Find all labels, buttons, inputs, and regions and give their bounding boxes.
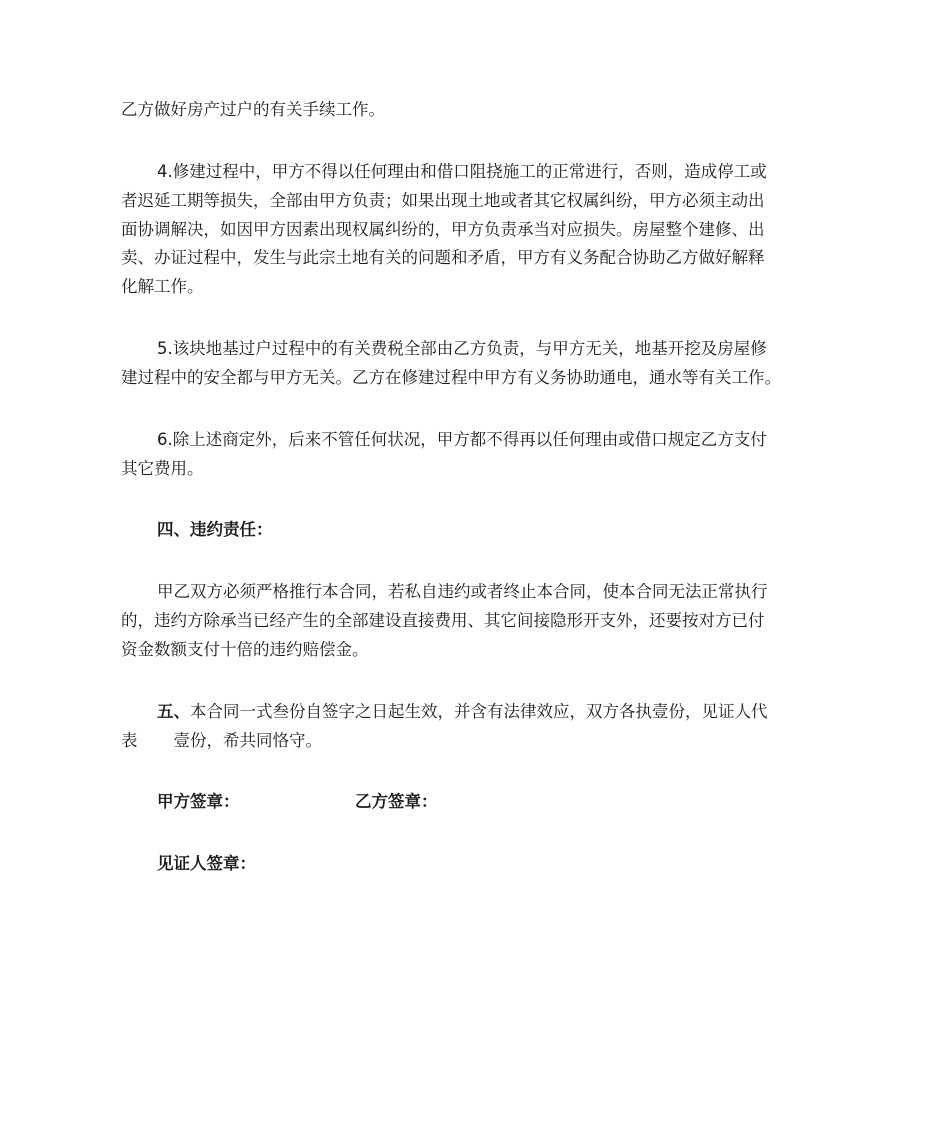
party-a-signature-label: 甲方签章： (157, 792, 240, 811)
section-4-heading: 四、违约责任： (157, 520, 273, 539)
breach-line-3: 资金数额支付十倍的违约赔偿金。 (121, 640, 369, 659)
breach-line-1: 甲乙双方必须严格推行本合同，若私自违约或者终止本合同，使本合同无法正常执行 (157, 582, 768, 601)
clause-4-line-2: 者迟延工期等损失，全部由甲方负责；如果出现土地或者其它权属纠纷，甲方必须主动出 (121, 191, 765, 210)
clause-4-line-4: 卖、办证过程中，发生与此宗土地有关的问题和矛盾，甲方有义务配合协助乙方做好解释 (121, 248, 765, 267)
paragraph-line: 乙方做好房产过户的有关手续工作。 (121, 100, 385, 119)
clause-4-line-1: 4.修建过程中，甲方不得以任何理由和借口阻挠施工的正常进行，否则，造成停工或 (157, 162, 767, 181)
section-5-text-b: 壹份，希共同恪守。 (173, 731, 322, 750)
clause-5-line-1: 5.该块地基过户过程中的有关费税全部由乙方负责，与甲方无关，地基开挖及房屋修 (157, 339, 767, 358)
section-5-text-a: 表 (121, 731, 138, 750)
clause-6-line-1: 6.除上述商定外，后来不管任何状况，甲方都不得再以任何理由或借口规定乙方支付 (157, 430, 767, 449)
breach-line-2: 的，违约方除承当已经产生的全部建设直接费用、其它间接隐形开支外，还要按对方已付 (121, 611, 765, 630)
section-5-prefix: 五、 (157, 702, 190, 721)
party-b-signature-label: 乙方签章： (355, 792, 438, 811)
witness-signature-label: 见证人签章： (157, 854, 256, 873)
clause-5-line-2: 建过程中的安全都与甲方无关。乙方在修建过程中甲方有义务协助通电，通水等有关工作。 (121, 368, 781, 387)
section-5-text: 本合同一式叁份自签字之日起生效，并含有法律效应，双方各执壹份，见证人代 (190, 702, 768, 721)
clause-4-line-3: 面协调解决，如因甲方因素出现权属纠纷的，甲方负责承当对应损失。房屋整个建修、出 (121, 220, 765, 239)
clause-6-line-2: 其它费用。 (121, 459, 204, 478)
clause-4-line-5: 化解工作。 (121, 277, 204, 296)
section-5-line-1 (157, 702, 833, 722)
section-5-line-2 (121, 731, 833, 751)
